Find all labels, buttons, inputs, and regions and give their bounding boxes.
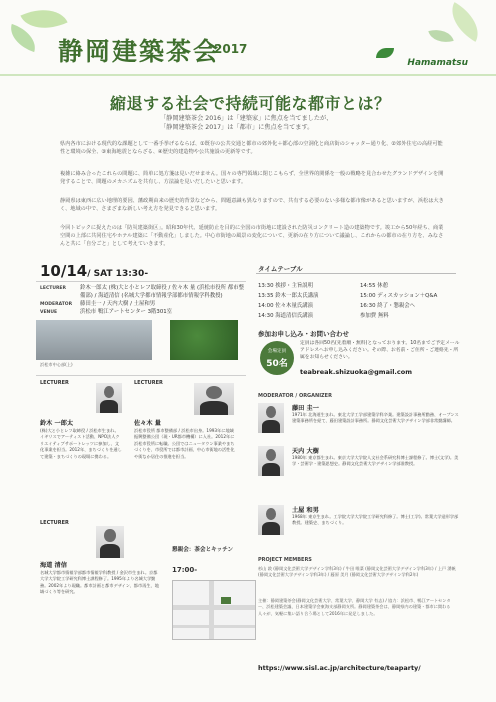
paragraph: 複雑に絡み合ったこれらの問題に、简单に処方箋は見いだせません。国々の専門領域に閉じこもらず、全世界的関係を一般の戦略を見合わせたグランドデザインを開発することで、問題のメカニズムを共有し、方法論を見いだしたいと思います。	[60, 171, 444, 185]
lecturer-portrait	[96, 526, 124, 558]
map-road	[173, 625, 255, 628]
paragraph: 県内各市における現代的な課題として一番手挙げるならば、①既存の公共交通と都市の郊外化＋都心部の空洞化と商店街のシャッター通り化、②郊外住宅の高経可能性と環境の保全、③東海地震とならざる、④歴史的建造物や公共施設の更新等です。	[60, 141, 443, 155]
intro-text: 「静岡建築茶会 2016」は「建築家」に焦点を当てましたが、 「静岡建築茶会 2017」は「都市」に焦点を当てます。	[160, 115, 333, 131]
timetable-item: 参加費 無料	[360, 313, 389, 319]
divider	[36, 375, 246, 376]
lecturer-bio: 名城大学都市情報学部都市情報学科教授 / 金沢市生まれ。京都大学大学院工学研究科博士課程修了。1995年より名城大学勤務。2002年より現職。都市計画と都市デザイン、都市再生、地域づくり等を研究。	[40, 570, 159, 595]
tree-photo	[170, 320, 238, 360]
moderator-bio: 1980年 東京都生まれ。東京大学大学院人文社会系研究科博士課程修了。博士(文学)。美学・芸術学・建築思想史。静岡文化芸術大学デザイン学部准教授。	[292, 455, 459, 467]
timetable-item: 14:55 休憩	[360, 283, 389, 289]
lecturer-label: LECTURER	[134, 380, 163, 386]
moderator-portrait	[258, 446, 284, 476]
lecturer-portrait	[96, 383, 122, 413]
timetable-item: 14:30 海道清信氏講演	[258, 313, 314, 319]
event-year: 2017	[214, 42, 248, 56]
moderator-name: 藤田 圭一	[292, 405, 319, 412]
project-members-text: 杉山 敦 (静岡文化芸術大学デザイン学科3年) / 牛田 唯菜 (静岡文化芸術大学デザイン学科3年) / 上戸 湧帆 (静岡文化芸術大学デザイン学科3年) / 藤原 美月 (静岡文化芸術大学デザイン学科2年)	[258, 566, 456, 578]
leaf-decoration	[6, 24, 41, 52]
timetable-item: 13:35 鈴木一郎太氏講演	[258, 293, 319, 299]
lecturer-bio: (株)大と小とレフ取締役 / 浜松市生まれ。イギリスでアーティスト活動、NPO法人クリエイティブサポートレッツに参加し、文化事業を担当。2012年、まちづくりを通して建築・まちづくりの現場に携わる。	[40, 428, 122, 459]
moderator-name: 土屋 和男	[292, 507, 319, 514]
venue-map	[172, 580, 256, 640]
website-link[interactable]: https://www.sisl.ac.jp/architecture/teaparty/	[258, 664, 421, 672]
hamamatsu-logo-text: Hamamatsu	[407, 58, 468, 68]
lecturer-label: LECTURER	[40, 380, 69, 386]
lecturer-name: 佐々木 量	[134, 420, 161, 427]
capacity-badge: 会場定員 50名	[260, 341, 294, 375]
moderator-bio: 1971年 北海道生まれ。東北大学工学部建築学科卒業。建築設計事務所勤務、オープンス建築事務所を経て、藤田建築設計事務所。静岡文化芸術大学デザイン学部非常勤講師。	[292, 412, 459, 424]
divider	[256, 273, 456, 274]
paragraph: 静岡県は東西に広い地理的要因、藩政期由来の歴史的背景などから、問題意識も異なりますので、共有する必要のない多様な都市像があると思いますが、浜松は大きく、地域の中で、さまざまな新しい考え方を発見できると思います。	[60, 198, 444, 212]
contact-email-link[interactable]: teabreak.shizuoka@gmail.com	[300, 368, 412, 376]
lecturer-label: LECTURER	[40, 286, 66, 291]
leaf-decoration	[428, 25, 453, 46]
reception-label: 懇親会：茶会とキッチン	[172, 547, 234, 553]
lecturer-portrait	[194, 383, 234, 415]
map-road	[173, 605, 255, 610]
lecturer-names: 鈴木一郎太 (株)大と小とレフ取締役 / 佐々木 量 (浜松市役所 都市整備部) / 海道清信 (名城大学都市情報学部都市情報学科教授)	[80, 285, 244, 299]
moderator-names: 藤田圭一 / 天内大樹 / 土屋和男	[80, 301, 156, 307]
header	[0, 0, 496, 72]
project-members-label: PROJECT MEMBERS	[258, 557, 312, 563]
main-question: 縮退する社会で持続可能な都市とは？	[110, 94, 391, 113]
venue-photo	[36, 320, 152, 360]
lecturer-name: 海道 清信	[40, 562, 67, 569]
contact-title: 参加お申し込み・お問い合わせ	[258, 330, 349, 338]
moderator-bio: 1968年 東京生まれ。工学院大学大学院工学研究科修了。博士(工学)。常葉大学造形学部教授。建築史、まちづくり。	[292, 514, 459, 526]
contact-text: 定員は各回50名(先着順・無料)となっております。10名までご予定メールアドレスへお申し込みください。その際、お名前・ご住所・ご連絡先・所属をお知らせください。	[300, 341, 460, 360]
lecturer-label: LECTURER	[40, 520, 69, 526]
timetable-item: 16:30 終了・懇親会へ	[360, 303, 416, 309]
timetable-item: 13:30 挨拶・主旨説明	[258, 283, 314, 289]
map-road	[209, 581, 214, 639]
event-date: 10/14/ SAT 13:30-	[40, 262, 149, 280]
moderator-portrait	[258, 403, 284, 433]
reception-time: 17:00-	[172, 566, 198, 574]
divider	[0, 74, 496, 76]
map-pin-icon	[221, 597, 231, 604]
event-title: 静岡建築茶会	[58, 37, 221, 66]
timetable-item: 15:00 ディスカッション＋Q&A	[360, 293, 438, 299]
photo-caption: 浜松市中心部(上)	[40, 362, 73, 367]
timetable-item: 14:00 佐々木量氏講演	[258, 303, 314, 309]
moderator-name: 天内 大樹	[292, 448, 319, 455]
lecturer-name: 鈴木 一郎太	[40, 420, 74, 427]
organizer-note: 主催：静岡建築茶会(静岡文化芸術大学、常葉大学、静岡大学 有志) / 協力：浜松市、鴨江アートセンター、浜松建築会議、日本建築学会東海支部静岡支所。静岡建築茶会は、静岡県内の建築・都市に関わる人々が、気軽に集い語り合う場として2016年に発足しました。	[258, 598, 451, 616]
moderator-portrait	[258, 505, 284, 535]
lecturer-bio: 浜松市役所 都市整備部 / 浜松市出身。1993年に地域振興整備公団（現・UR都市機構）に入社。2012年に浜松市役所に転職。公団ではニュータウン事業やまちづくりを、市役所では都市計画、中心市街地の活性化や街なか居住の推進を担当。	[134, 428, 235, 459]
moderator-label: MODERATOR	[40, 302, 73, 307]
venue-name: 浜松市 鴨江アートセンター 3階301室	[80, 309, 173, 315]
divider	[36, 281, 246, 282]
paragraph: 今回トピックに捉えたのは「防災建築街区」。昭和30年代、延焼防止を目的に全国の市街地に建設された防災コンクリート造の建築物です。竣工から50年経ち、商業空間の上部に共同住宅やホテル建築に「不動産化」しました。中心市街地の風景の変化について、更新の在り方について議論し、これからの都市の在り方を、みなさんと共に「自分ごと」として考えていきます。	[60, 225, 444, 247]
timetable-title: タイムテーブル	[258, 265, 303, 273]
hamamatsu-logo-icon	[376, 48, 394, 58]
moderator-section-label: MODERATOR / ORGANIZER	[258, 393, 332, 399]
venue-label: VENUE	[40, 310, 58, 315]
